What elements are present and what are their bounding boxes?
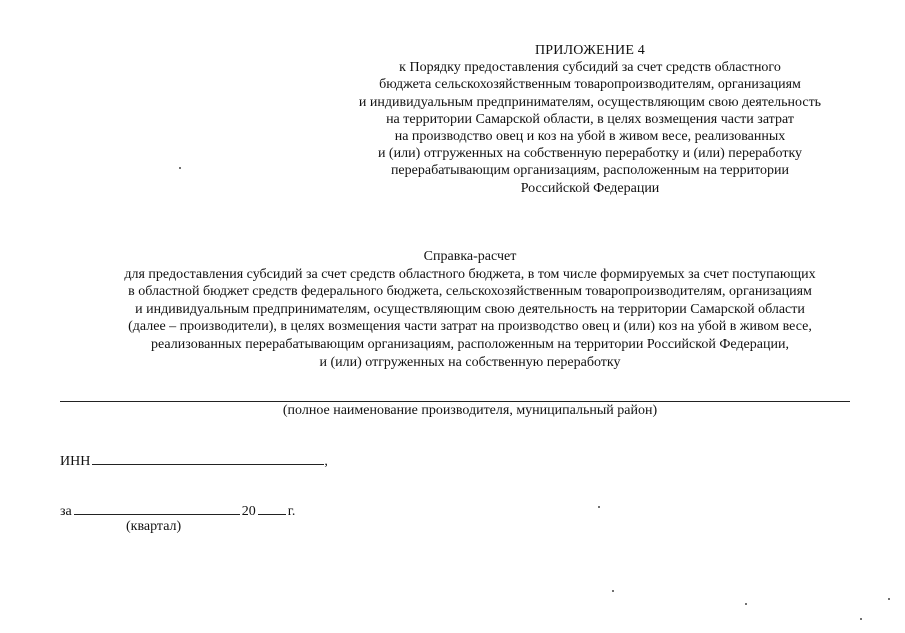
scan-speck [612,590,614,592]
document-title: Справка-расчет [423,249,517,264]
appendix-line: и (или) отгруженных на собственную переработку и (или) переработку [377,146,803,162]
appendix-line: на территории Самарской области, в целях возмещения части затрат [386,111,794,127]
document-line: для предоставления субсидий за счет средств областного бюджета, в том числе формируемых за счет поступающих [124,266,816,282]
scan-speck [745,603,747,605]
appendix-line: перерабатывающим организациям, расположенным на территории [390,163,790,179]
year-suffix: г. [287,504,296,519]
document-line: и индивидуальным предпринимателям, осуществляющим свою деятельность на территории Самарской области [135,301,805,317]
producer-name-line [60,401,850,402]
appendix-line: к Порядку предоставления субсидий за счет средств областного [399,60,781,76]
document-line: и (или) отгруженных на собственную переработку [319,354,621,370]
scan-speck [598,506,600,508]
inn-trailing: , [324,454,328,469]
scan-speck [860,618,862,620]
quarter-caption: (квартал) [126,519,182,534]
inn-blank-line [92,452,324,465]
appendix-header [320,42,860,197]
appendix-title: ПРИЛОЖЕНИЕ 4 [534,43,646,58]
scan-speck [888,598,890,600]
document-line: (далее – производители), в целях возмещения части затрат на производство овец и (или) коз на убой в живом весе, [128,319,812,335]
document-line: реализованных перерабатывающим организациям, расположенным на территории Российской Федерации, [151,336,789,352]
document-line: в областной бюджет средств федерального бюджета, сельскохозяйственным товаропроизводителям, организациям [128,284,812,300]
scan-speck [179,167,181,169]
producer-name-caption: (полное наименование производителя, муниципальный район) [282,403,658,418]
period-field [60,502,295,520]
year-blank-line [258,502,286,515]
period-prefix: за [60,504,72,519]
quarter-blank-line [74,502,240,515]
document-heading [40,248,900,371]
appendix-line: на производство овец и коз на убой в живом весе, реализованных [394,129,786,145]
year-prefix: 20 [241,504,256,519]
appendix-line: бюджета сельскохозяйственным товаропроизводителям, организациям [379,77,801,93]
appendix-line: Российской Федерации [520,180,660,196]
inn-field [60,452,328,470]
inn-label: ИНН [60,454,91,469]
appendix-line: и индивидуальным предпринимателям, осуществляющим свою деятельность [358,94,822,110]
